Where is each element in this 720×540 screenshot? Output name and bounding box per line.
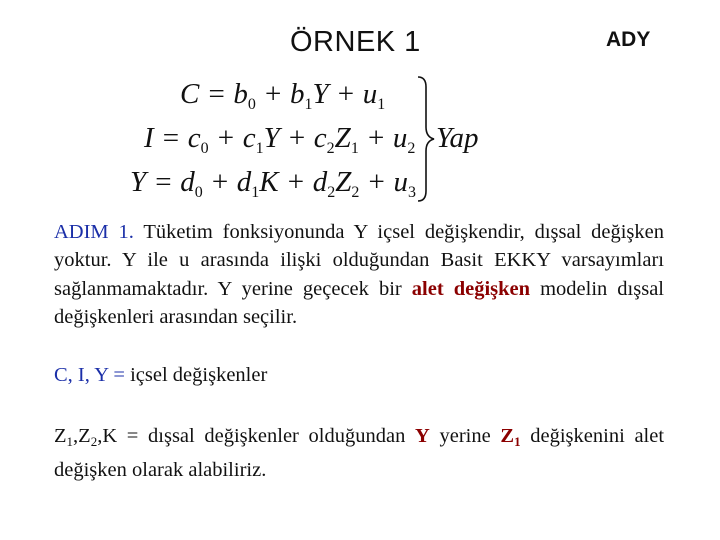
exogenous-paragraph: $Z_1,Z_2,K$ = dışsal değişkenler olduğundan Y yerine $Z_1$ değişkenini alet değişken olarak alabiliriz. xyxy=(54,425,665,481)
equation-consumption: $C = b_0 + b_1Y + u_1$ xyxy=(180,78,386,113)
highlight-y: Y xyxy=(415,425,430,447)
highlight-term: alet değişken xyxy=(411,277,531,300)
page-title: ÖRNEK 1 xyxy=(290,26,421,58)
right-brace-icon xyxy=(416,75,438,203)
equation-income: $Y = d_0 + d_1K + d_2Z_2 + u_3$ xyxy=(130,166,416,201)
highlight-z1: $Z_1$ xyxy=(500,425,521,449)
endogenous-line: C, I, Y = içsel değişkenler xyxy=(54,364,268,386)
ady-badge: ADY xyxy=(606,28,651,51)
step-label: ADIM 1. xyxy=(54,221,134,243)
brace-label: Yap xyxy=(436,122,479,154)
equation-investment: $I = c_0 + c_1Y + c_2Z_1 + u_2$ xyxy=(144,122,416,157)
step1-paragraph: ADIM 1. Tüketim fonksiyonunda Y içsel değişkendir, dışsal değişken yoktur. Y ile u arasında ilişki olduğundan Basit EKKY varsayımları sağlanmamaktadır. Y yerine geçecek bir alet değişken modelin dışsal değişkenleri arasından seçilir. xyxy=(54,221,665,328)
